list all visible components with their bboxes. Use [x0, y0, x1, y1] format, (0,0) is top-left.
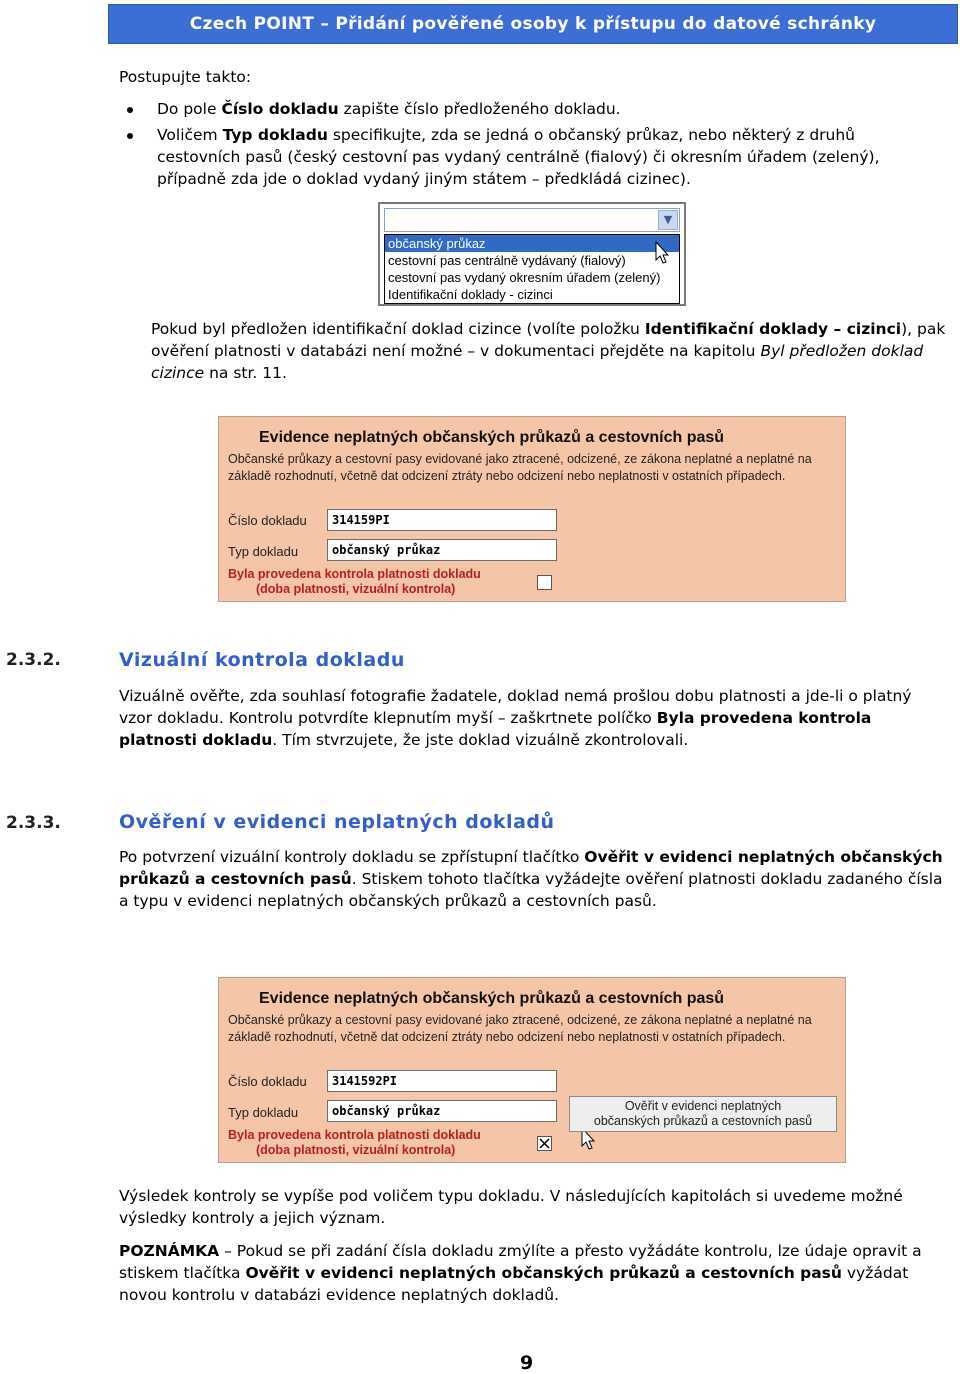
section-title-evidence-check: Ověření v evidenci neplatných dokladů — [119, 811, 555, 833]
intro-text: Postupujte takto: — [119, 68, 252, 86]
section-number-2-3-3: 2.3.3. — [6, 813, 61, 833]
form-title: Evidence neplatných občanských průkazů a cestovních pasů — [259, 429, 725, 446]
option-cizinci[interactable]: Identifikační doklady - cizinci — [388, 287, 553, 302]
chevron-down-icon[interactable]: ▼ — [658, 210, 678, 230]
form-description: Občanské průkazy a cestovní pasy evidované jako ztracené, odcizené, ze zákona neplatné a neplatné na základě rozhodnutí, včetně dat odcizení ztráty nebo odcizení nebo neplatnosti v ostatních případech. — [228, 1013, 812, 1044]
option-pas-fialovy[interactable]: cestovní pas centrálně vydávaný (fialový) — [388, 253, 626, 268]
bullet-icon — [127, 133, 133, 139]
page-number: 9 — [520, 1352, 534, 1374]
form-title: Evidence neplatných občanských průkazů a cestovních pasů — [259, 990, 725, 1007]
document-number-label: Číslo dokladu — [228, 1074, 307, 1089]
document-type-label: Typ dokladu — [228, 1105, 299, 1120]
document-type-select[interactable] — [384, 208, 680, 232]
option-obcansky-prukaz[interactable]: občanský průkaz — [385, 235, 679, 252]
form-description: Občanské průkazy a cestovní pasy evidované jako ztracené, odcizené, ze zákona neplatné a neplatné na základě rozhodnutí, včetně dat odcizení ztráty nebo odcizení nebo neplatnosti v ostatních případech. — [228, 452, 812, 483]
instruction-list — [119, 98, 919, 190]
list-item: Voličem Typ dokladu specifikujte, zda se jedná o občanský průkaz, nebo některý z druhů cestovních pasů (český cestovní pas vydaný centrálně (fialový) či okresním úřadem (zelený), případně zda jde o doklad vydaný jiným státem – předkládá cizinec). — [119, 124, 919, 190]
validity-checkbox[interactable] — [537, 1136, 552, 1151]
document-type-dropdown-screenshot — [378, 202, 686, 306]
section-number-2-3-2: 2.3.2. — [6, 650, 61, 670]
document-number-input[interactable]: 314159PI — [327, 509, 557, 531]
document-type-options — [384, 234, 680, 304]
paragraph-result: Výsledek kontroly se vypíše pod voličem typu dokladu. V následujících kapitolách si uvedeme možné výsledky kontroly a jejich význam. — [119, 1187, 903, 1227]
paragraph-visual-check: Vizuálně ověřte, zda souhlasí fotografie žadatele, doklad nemá prošlou dobu platnosti a jde-li o platný vzor dokladu. Kontrolu potvrdíte klepnutím myší – zaškrtnete políčko Byla provedena kontrola platnosti dokladu. Tím stvrzujete, že jste doklad vizuálně zkontrolovali. — [119, 687, 912, 749]
document-type-select[interactable]: občanský průkaz — [327, 539, 557, 561]
paragraph-foreign-document: Pokud byl předložen identifikační doklad cizince (volíte položku Identifikační doklady – cizinci), pak ověření platnosti v databázi není možné – v dokumentaci přejděte na kapitolu Byl předložen doklad cizince na str. 11. — [151, 320, 946, 382]
validity-check-label: Byla provedena kontrola platnosti dokladu (doba platnosti, vizuální kontrola) — [228, 567, 481, 596]
section-title-visual-check: Vizuální kontrola dokladu — [119, 649, 405, 671]
validity-checkbox[interactable] — [537, 575, 552, 590]
verify-in-evidence-button[interactable]: Ověřit v evidenci neplatných občanských průkazů a cestovních pasů — [569, 1096, 837, 1132]
paragraph-note: POZNÁMKA – Pokud se při zadání čísla dokladu zmýlíte a přesto vyžádáte kontrolu, lze údaje opravit a stiskem tlačítka Ověřit v evidenci neplatných občanských průkazů a cestovních pasů vyžádat novou kontrolu v databázi evidence neplatných dokladů. — [119, 1242, 922, 1304]
mouse-pointer-icon — [656, 242, 672, 266]
list-item: Do pole Číslo dokladu zapište číslo předloženého dokladu. — [119, 98, 919, 120]
document-type-select[interactable]: občanský průkaz — [327, 1100, 557, 1122]
evidence-form-screenshot-1 — [218, 416, 846, 602]
bullet-icon — [127, 107, 133, 113]
document-number-input[interactable]: 3141592PI — [327, 1070, 557, 1092]
option-pas-zeleny[interactable]: cestovní pas vydaný okresním úřadem (zelený) — [388, 270, 661, 285]
checkbox-checked-icon — [538, 1137, 551, 1150]
evidence-form-screenshot-2 — [218, 977, 846, 1163]
document-number-label: Číslo dokladu — [228, 513, 307, 528]
validity-check-label: Byla provedena kontrola platnosti dokladu (doba platnosti, vizuální kontrola) — [228, 1128, 481, 1157]
document-type-label: Typ dokladu — [228, 544, 299, 559]
paragraph-evidence-check: Po potvrzení vizuální kontroly dokladu se zpřístupní tlačítko Ověřit v evidenci neplatných občanských průkazů a cestovních pasů. Stiskem tohoto tlačítka vyžádejte ověření platnosti dokladu zadaného čísla a typu v evidenci neplatných občanských průkazů a cestovních pasů. — [119, 848, 943, 910]
page-header-banner: Czech POINT – Přidání pověřené osoby k přístupu do datové schránky — [108, 4, 958, 44]
